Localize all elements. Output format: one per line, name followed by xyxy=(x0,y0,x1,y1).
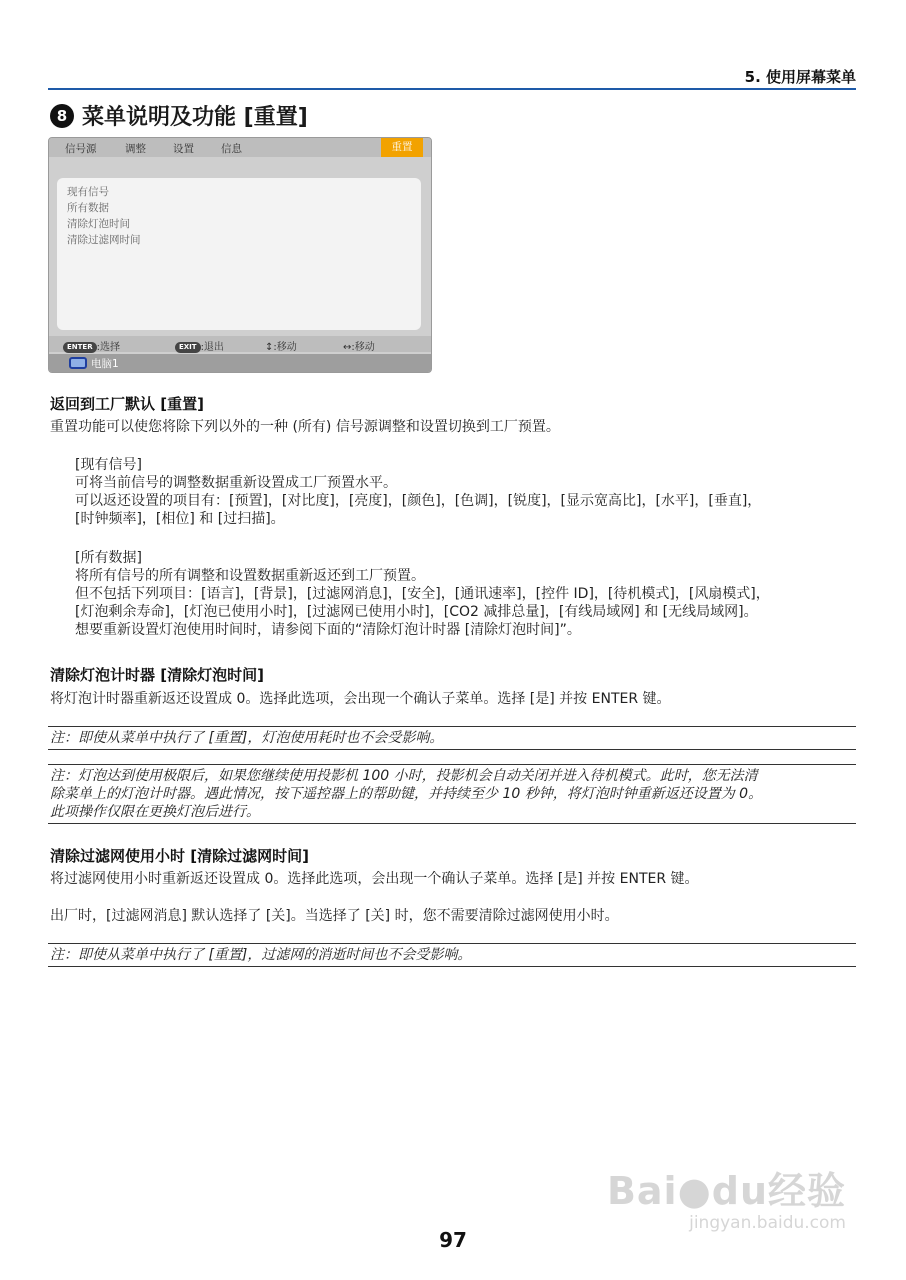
section-number-badge: 8 xyxy=(50,104,74,128)
all-data-label: [所有数据] xyxy=(75,550,142,566)
filter-heading: 清除过滤网使用小时 [清除过滤网时间] xyxy=(50,847,309,865)
chapter-title: 5. 使用屏幕菜单 xyxy=(744,68,856,86)
osd-hint-move-vertical: ↕:移动 xyxy=(265,342,297,353)
osd-item-current-signal: 现有信号 xyxy=(67,186,109,198)
all-data-line-1: 将所有信号的所有调整和设置数据重新返还到工厂预置。 xyxy=(75,568,425,584)
osd-hint-exit: EXIT :退出 xyxy=(175,338,224,353)
osd-item-clear-lamp-hours: 清除灯泡时间 xyxy=(67,218,130,230)
enter-key-icon: ENTER xyxy=(63,342,97,353)
osd-menu-screenshot xyxy=(48,137,432,373)
osd-hint-select: ENTER :选择 xyxy=(63,338,120,353)
osd-tab-source: 信号源 xyxy=(65,143,97,155)
osd-tab-setup: 设置 xyxy=(173,143,194,155)
osd-tab-info: 信息 xyxy=(221,143,242,155)
section-title-text: 菜单说明及功能 [重置] xyxy=(82,105,308,130)
lamp-note-2-line-1: 注：灯泡达到使用极限后，如果您继续使用投影机 100 小时，投影机会自动关闭并进入待机模式。此时，您无法清 xyxy=(50,768,758,784)
osd-item-clear-filter-hours: 清除过滤网时间 xyxy=(67,234,141,246)
current-signal-line-1: 可将当前信号的调整数据重新设置成工厂预置水平。 xyxy=(75,475,397,491)
osd-source-bar xyxy=(49,354,431,372)
lamp-text: 将灯泡计时器重新返还设置成 0。选择此选项，会出现一个确认子菜单。选择 [是] 并按 ENTER 键。 xyxy=(50,691,671,707)
pc-input-icon xyxy=(69,357,87,369)
osd-hint-move-horizontal: ↔:移动 xyxy=(343,342,375,353)
current-signal-label: [现有信号] xyxy=(75,457,142,473)
osd-tab-adjust: 调整 xyxy=(125,143,146,155)
osd-footer-hints xyxy=(49,336,431,352)
osd-tab-reset: 重置 xyxy=(381,138,423,157)
current-signal-line-2: 可以返还设置的项目有：[预置]，[对比度]，[亮度]，[颜色]，[色调]，[锐度]，[显示宽高比]，[水平]，[垂直]， xyxy=(75,493,762,509)
baidu-logo-icon: Bai●du经验 xyxy=(606,1169,846,1213)
filter-text-2: 出厂时，[过滤网消息] 默认选择了 [关]。当选择了 [关] 时，您不需要清除过滤网使用小时。 xyxy=(50,908,619,924)
lamp-note-2 xyxy=(48,764,856,824)
page-number: 97 xyxy=(439,1228,467,1252)
reset-intro: 重置功能可以使您将除下列以外的一种 (所有) 信号源调整和设置切换到工厂预置。 xyxy=(50,419,560,435)
osd-item-all-data: 所有数据 xyxy=(67,202,109,214)
section-title xyxy=(50,100,308,131)
all-data-line-4: 想要重新设置灯泡使用时间时，请参阅下面的“清除灯泡计时器 [清除灯泡时间]”。 xyxy=(75,622,581,638)
watermark-url: jingyan.baidu.com xyxy=(689,1213,846,1233)
all-data-line-3: [灯泡剩余寿命]，[灯泡已使用小时]，[过滤网已使用小时]，[CO2 减排总量]，[有线局域网] 和 [无线局域网]。 xyxy=(75,604,758,620)
header-rule xyxy=(48,88,856,90)
reset-heading: 返回到工厂默认 [重置] xyxy=(50,395,204,413)
lamp-heading: 清除灯泡计时器 [清除灯泡时间] xyxy=(50,666,264,684)
lamp-note-2-line-2: 除菜单上的灯泡计时器。遇此情况，按下遥控器上的帮助键，并持续至少 10 秒钟，将灯泡时钟重新返还设置为 0。 xyxy=(50,786,763,802)
filter-text: 将过滤网使用小时重新返还设置成 0。选择此选项，会出现一个确认子菜单。选择 [是] 并按 ENTER 键。 xyxy=(50,871,699,887)
lamp-note-2-line-3: 此项操作仅限在更换灯泡后进行。 xyxy=(50,804,260,820)
filter-note: 注：即使从菜单中执行了 [重置]，过滤网的消逝时间也不会受影响。 xyxy=(48,943,856,967)
all-data-line-2: 但不包括下列项目：[语言]，[背景]，[过滤网消息]，[安全]，[通讯速率]，[控件 ID]，[待机模式]，[风扇模式]， xyxy=(75,586,770,602)
exit-key-icon: EXIT xyxy=(175,342,201,353)
current-signal-line-3: [时钟频率]，[相位] 和 [过扫描]。 xyxy=(75,511,285,527)
osd-menu-list xyxy=(57,178,421,330)
osd-tab-bar xyxy=(49,138,431,157)
baidu-watermark xyxy=(607,1160,846,1233)
lamp-note-1: 注：即使从菜单中执行了 [重置]，灯泡使用耗时也不会受影响。 xyxy=(48,726,856,750)
osd-source-name: 电脑1 xyxy=(91,358,119,370)
